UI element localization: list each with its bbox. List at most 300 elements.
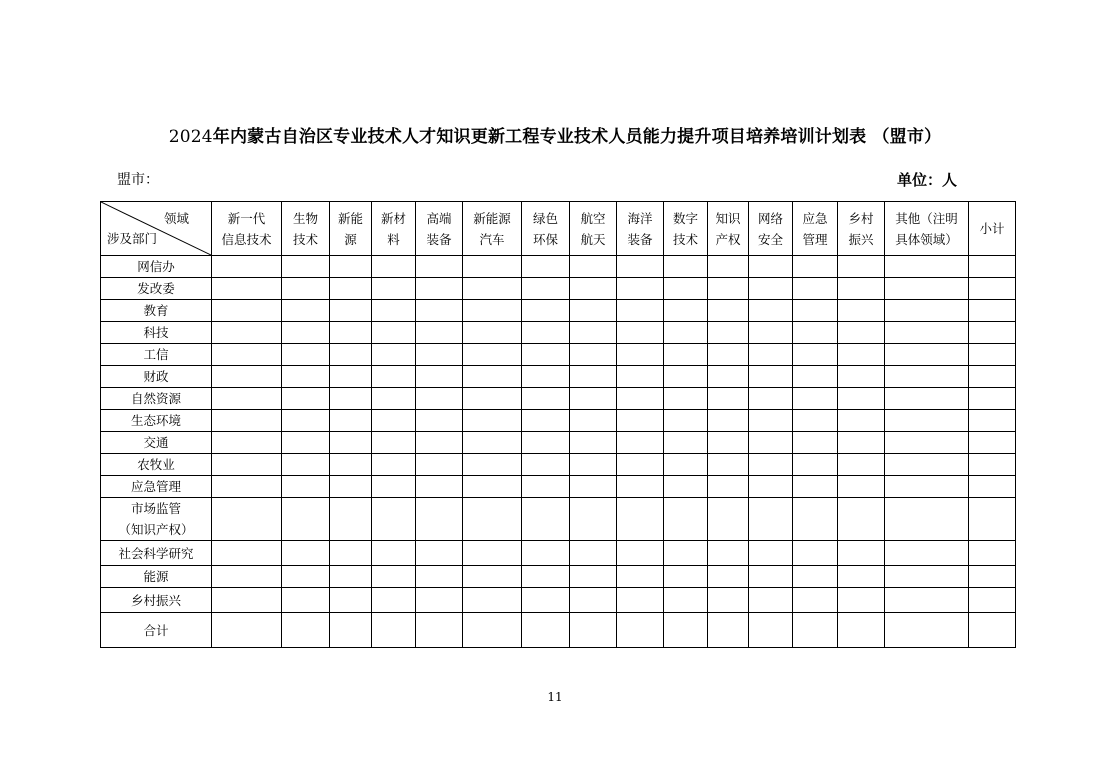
data-cell xyxy=(708,278,749,300)
col-header: 新能源 汽车 xyxy=(463,202,522,256)
data-cell xyxy=(969,498,1016,541)
data-cell xyxy=(570,566,617,588)
data-cell xyxy=(793,322,838,344)
data-cell xyxy=(969,300,1016,322)
data-cell xyxy=(372,300,416,322)
data-cell xyxy=(838,322,885,344)
data-cell xyxy=(330,322,372,344)
data-cell xyxy=(749,541,793,566)
document-title xyxy=(0,122,1110,147)
data-cell xyxy=(885,541,969,566)
data-cell xyxy=(372,322,416,344)
col-header: 应急 管理 xyxy=(793,202,838,256)
data-cell xyxy=(617,388,664,410)
data-cell xyxy=(617,588,664,613)
data-cell xyxy=(372,454,416,476)
data-cell xyxy=(522,566,570,588)
data-cell xyxy=(372,410,416,432)
table-row xyxy=(101,432,1016,454)
corner-dept-label: 涉及部门 xyxy=(107,231,158,246)
data-cell xyxy=(212,256,282,278)
col-header: 新能 源 xyxy=(330,202,372,256)
dept-cell: 发改委 xyxy=(101,278,212,300)
data-cell xyxy=(463,366,522,388)
data-cell xyxy=(708,322,749,344)
data-cell xyxy=(330,278,372,300)
data-cell xyxy=(838,300,885,322)
data-cell xyxy=(330,454,372,476)
data-cell xyxy=(330,541,372,566)
data-cell xyxy=(793,588,838,613)
data-cell xyxy=(522,344,570,366)
data-cell xyxy=(838,566,885,588)
col-header: 新材 料 xyxy=(372,202,416,256)
data-cell xyxy=(570,278,617,300)
data-cell xyxy=(708,300,749,322)
data-cell xyxy=(617,366,664,388)
data-cell xyxy=(969,476,1016,498)
data-cell xyxy=(330,256,372,278)
data-cell xyxy=(416,256,463,278)
dept-cell: 市场监管 （知识产权） xyxy=(101,498,212,541)
data-cell xyxy=(372,498,416,541)
data-cell xyxy=(793,410,838,432)
table-row xyxy=(101,300,1016,322)
data-cell xyxy=(463,541,522,566)
data-cell xyxy=(749,322,793,344)
data-cell xyxy=(372,256,416,278)
data-cell xyxy=(330,588,372,613)
data-cell xyxy=(463,256,522,278)
dept-cell: 乡村振兴 xyxy=(101,588,212,613)
data-cell xyxy=(212,498,282,541)
data-cell xyxy=(793,432,838,454)
table-row xyxy=(101,366,1016,388)
data-cell xyxy=(749,432,793,454)
data-cell xyxy=(617,300,664,322)
dept-cell: 网信办 xyxy=(101,256,212,278)
data-cell xyxy=(885,498,969,541)
data-cell xyxy=(463,410,522,432)
dept-cell: 能源 xyxy=(101,566,212,588)
dept-cell: 教育 xyxy=(101,300,212,322)
data-cell xyxy=(416,588,463,613)
data-cell xyxy=(617,256,664,278)
data-cell xyxy=(708,256,749,278)
data-cell xyxy=(330,432,372,454)
data-cell xyxy=(969,366,1016,388)
data-cell xyxy=(372,388,416,410)
data-cell xyxy=(793,566,838,588)
data-cell xyxy=(617,566,664,588)
data-cell xyxy=(749,344,793,366)
data-cell xyxy=(212,566,282,588)
data-cell xyxy=(570,498,617,541)
data-cell xyxy=(664,388,708,410)
data-cell xyxy=(372,566,416,588)
data-cell xyxy=(416,613,463,648)
data-cell xyxy=(749,366,793,388)
title-text: 年内蒙古自治区专业技术人才知识更新工程专业技术人员能力提升项目培养培训计划表 （盟市） xyxy=(212,127,942,147)
data-cell xyxy=(793,366,838,388)
data-cell xyxy=(969,344,1016,366)
data-cell xyxy=(416,566,463,588)
data-cell xyxy=(708,613,749,648)
training-plan-table xyxy=(100,201,1016,648)
col-header: 乡村 振兴 xyxy=(838,202,885,256)
data-cell xyxy=(330,344,372,366)
data-cell xyxy=(969,322,1016,344)
data-cell xyxy=(749,278,793,300)
data-cell xyxy=(793,256,838,278)
data-cell xyxy=(838,498,885,541)
col-header: 绿色 环保 xyxy=(522,202,570,256)
data-cell xyxy=(570,388,617,410)
data-cell xyxy=(463,588,522,613)
data-cell xyxy=(282,300,330,322)
data-cell xyxy=(416,410,463,432)
data-cell xyxy=(793,344,838,366)
data-cell xyxy=(885,432,969,454)
data-cell xyxy=(463,278,522,300)
data-cell xyxy=(885,566,969,588)
data-cell xyxy=(463,300,522,322)
table-row xyxy=(101,278,1016,300)
data-cell xyxy=(664,613,708,648)
data-cell xyxy=(212,278,282,300)
data-cell xyxy=(282,588,330,613)
data-cell xyxy=(617,613,664,648)
data-cell xyxy=(793,278,838,300)
dept-cell: 科技 xyxy=(101,322,212,344)
data-cell xyxy=(570,322,617,344)
data-cell xyxy=(416,454,463,476)
data-cell xyxy=(708,566,749,588)
data-cell xyxy=(463,498,522,541)
data-cell xyxy=(372,278,416,300)
data-cell xyxy=(885,278,969,300)
table-row-total xyxy=(101,613,1016,648)
data-cell xyxy=(885,410,969,432)
title-year: 2024 xyxy=(168,127,213,147)
data-cell xyxy=(463,454,522,476)
data-cell xyxy=(793,388,838,410)
data-cell xyxy=(463,613,522,648)
data-cell xyxy=(617,278,664,300)
data-cell xyxy=(708,588,749,613)
col-header: 生物 技术 xyxy=(282,202,330,256)
data-cell xyxy=(330,566,372,588)
data-cell xyxy=(664,566,708,588)
org-label: 盟市： xyxy=(117,172,159,188)
data-cell xyxy=(416,541,463,566)
data-cell xyxy=(749,410,793,432)
table-row xyxy=(101,344,1016,366)
data-cell xyxy=(708,366,749,388)
data-cell xyxy=(463,566,522,588)
data-cell xyxy=(793,476,838,498)
data-cell xyxy=(617,498,664,541)
data-cell xyxy=(522,588,570,613)
data-cell xyxy=(416,344,463,366)
data-cell xyxy=(749,566,793,588)
data-cell xyxy=(330,300,372,322)
data-cell xyxy=(664,476,708,498)
header-row xyxy=(101,202,1016,256)
data-cell xyxy=(522,498,570,541)
data-cell xyxy=(372,344,416,366)
data-cell xyxy=(969,410,1016,432)
table-row xyxy=(101,498,1016,541)
data-cell xyxy=(664,278,708,300)
data-cell xyxy=(282,541,330,566)
unit-label: 单位：人 xyxy=(897,171,958,189)
data-cell xyxy=(330,498,372,541)
data-cell xyxy=(664,541,708,566)
data-cell xyxy=(617,432,664,454)
data-cell xyxy=(282,256,330,278)
col-header-subtotal: 小计 xyxy=(969,202,1016,256)
data-cell xyxy=(330,388,372,410)
data-cell xyxy=(969,541,1016,566)
data-cell xyxy=(522,476,570,498)
data-cell xyxy=(838,476,885,498)
data-cell xyxy=(664,300,708,322)
col-header: 其他（注明 具体领域） xyxy=(885,202,969,256)
data-cell xyxy=(664,256,708,278)
col-header: 知识 产权 xyxy=(708,202,749,256)
data-cell xyxy=(749,256,793,278)
data-cell xyxy=(708,344,749,366)
data-cell xyxy=(969,454,1016,476)
data-cell xyxy=(212,476,282,498)
data-cell xyxy=(838,588,885,613)
data-cell xyxy=(793,454,838,476)
data-cell xyxy=(463,322,522,344)
data-cell xyxy=(212,322,282,344)
data-cell xyxy=(885,454,969,476)
data-cell xyxy=(282,566,330,588)
data-cell xyxy=(372,366,416,388)
data-cell xyxy=(570,366,617,388)
data-cell xyxy=(838,278,885,300)
data-cell xyxy=(838,454,885,476)
dept-cell: 农牧业 xyxy=(101,454,212,476)
data-cell xyxy=(416,366,463,388)
data-cell xyxy=(885,613,969,648)
data-cell xyxy=(522,454,570,476)
data-cell xyxy=(838,344,885,366)
data-cell xyxy=(372,476,416,498)
data-cell xyxy=(330,366,372,388)
data-cell xyxy=(885,388,969,410)
data-cell xyxy=(212,613,282,648)
data-cell xyxy=(749,388,793,410)
data-cell xyxy=(749,454,793,476)
dept-cell: 应急管理 xyxy=(101,476,212,498)
col-header: 航空 航天 xyxy=(570,202,617,256)
data-cell xyxy=(282,454,330,476)
data-cell xyxy=(838,541,885,566)
col-header: 网络 安全 xyxy=(749,202,793,256)
data-cell xyxy=(570,300,617,322)
data-cell xyxy=(708,476,749,498)
data-cell xyxy=(212,410,282,432)
data-cell xyxy=(570,344,617,366)
page-number: 11 xyxy=(547,690,563,704)
data-cell xyxy=(969,613,1016,648)
data-cell xyxy=(416,300,463,322)
dept-cell: 生态环境 xyxy=(101,410,212,432)
data-cell xyxy=(463,476,522,498)
data-cell xyxy=(570,541,617,566)
corner-field-label: 领域 xyxy=(163,211,189,226)
data-cell xyxy=(282,388,330,410)
data-cell xyxy=(463,344,522,366)
data-cell xyxy=(522,388,570,410)
data-cell xyxy=(617,322,664,344)
data-cell xyxy=(282,344,330,366)
data-cell xyxy=(793,498,838,541)
data-cell xyxy=(372,432,416,454)
data-cell xyxy=(708,498,749,541)
data-cell xyxy=(372,541,416,566)
data-cell xyxy=(212,388,282,410)
data-cell xyxy=(664,454,708,476)
data-cell xyxy=(570,588,617,613)
data-cell xyxy=(212,541,282,566)
data-cell xyxy=(885,366,969,388)
data-cell xyxy=(664,322,708,344)
data-cell xyxy=(617,476,664,498)
data-cell xyxy=(522,410,570,432)
data-cell xyxy=(416,388,463,410)
col-header: 海洋 装备 xyxy=(617,202,664,256)
data-cell xyxy=(212,432,282,454)
data-cell xyxy=(212,366,282,388)
data-cell xyxy=(838,366,885,388)
data-cell xyxy=(749,476,793,498)
data-cell xyxy=(463,388,522,410)
dept-cell: 财政 xyxy=(101,366,212,388)
data-cell xyxy=(570,410,617,432)
data-cell xyxy=(570,432,617,454)
data-cell xyxy=(708,388,749,410)
data-cell xyxy=(282,432,330,454)
data-cell xyxy=(664,498,708,541)
data-cell xyxy=(617,541,664,566)
data-cell xyxy=(749,613,793,648)
data-cell xyxy=(838,256,885,278)
data-cell xyxy=(664,366,708,388)
data-cell xyxy=(282,498,330,541)
table-row xyxy=(101,476,1016,498)
data-cell xyxy=(885,256,969,278)
data-cell xyxy=(522,432,570,454)
data-cell xyxy=(570,256,617,278)
data-cell xyxy=(522,613,570,648)
data-cell xyxy=(793,613,838,648)
data-cell xyxy=(969,588,1016,613)
dept-cell: 合计 xyxy=(101,613,212,648)
data-cell xyxy=(416,278,463,300)
dept-cell: 社会科学研究 xyxy=(101,541,212,566)
data-cell xyxy=(570,613,617,648)
corner-header-cell xyxy=(101,202,212,256)
data-cell xyxy=(885,344,969,366)
data-cell xyxy=(372,588,416,613)
data-cell xyxy=(416,432,463,454)
data-cell xyxy=(885,588,969,613)
data-cell xyxy=(664,588,708,613)
table-row xyxy=(101,541,1016,566)
col-header: 数字 技术 xyxy=(664,202,708,256)
data-cell xyxy=(522,541,570,566)
data-cell xyxy=(969,432,1016,454)
table-row xyxy=(101,410,1016,432)
data-cell xyxy=(522,322,570,344)
data-cell xyxy=(838,410,885,432)
data-cell xyxy=(885,476,969,498)
table-row xyxy=(101,322,1016,344)
data-cell xyxy=(969,256,1016,278)
dept-cell: 自然资源 xyxy=(101,388,212,410)
data-cell xyxy=(838,613,885,648)
data-cell xyxy=(885,300,969,322)
data-cell xyxy=(617,344,664,366)
table-row xyxy=(101,256,1016,278)
table-row xyxy=(101,454,1016,476)
data-cell xyxy=(617,454,664,476)
col-header: 高端 装备 xyxy=(416,202,463,256)
data-cell xyxy=(838,432,885,454)
data-cell xyxy=(664,344,708,366)
data-cell xyxy=(664,410,708,432)
data-cell xyxy=(282,410,330,432)
data-cell xyxy=(793,300,838,322)
data-cell xyxy=(749,498,793,541)
data-cell xyxy=(522,256,570,278)
data-cell xyxy=(212,588,282,613)
data-cell xyxy=(708,410,749,432)
dept-cell: 工信 xyxy=(101,344,212,366)
data-cell xyxy=(793,541,838,566)
data-cell xyxy=(617,410,664,432)
col-header: 新一代 信息技术 xyxy=(212,202,282,256)
data-cell xyxy=(969,278,1016,300)
data-cell xyxy=(463,432,522,454)
data-cell xyxy=(749,588,793,613)
data-cell xyxy=(708,432,749,454)
data-cell xyxy=(212,454,282,476)
table-row xyxy=(101,566,1016,588)
data-cell xyxy=(416,476,463,498)
data-cell xyxy=(212,300,282,322)
data-cell xyxy=(282,278,330,300)
data-cell xyxy=(330,613,372,648)
data-cell xyxy=(708,541,749,566)
data-cell xyxy=(522,366,570,388)
data-cell xyxy=(969,388,1016,410)
data-cell xyxy=(838,388,885,410)
data-cell xyxy=(416,498,463,541)
data-cell xyxy=(282,322,330,344)
data-cell xyxy=(330,476,372,498)
table-row xyxy=(101,588,1016,613)
data-cell xyxy=(212,344,282,366)
data-cell xyxy=(282,476,330,498)
data-cell xyxy=(330,410,372,432)
